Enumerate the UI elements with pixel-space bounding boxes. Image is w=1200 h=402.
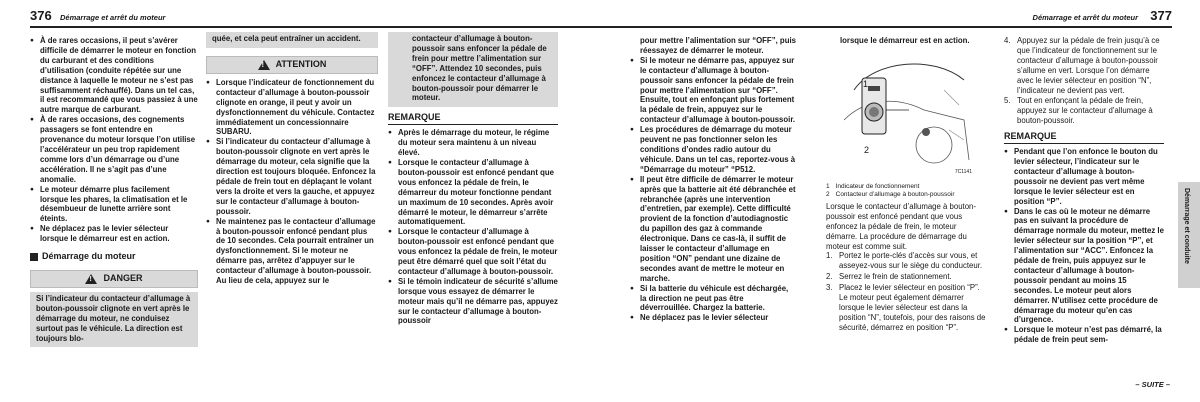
left-col-1 <box>30 36 198 347</box>
list-item: ● Lorsque le contacteur d’allumage à bouton-poussoir est enfoncé pendant que vous enfoncez la pédale de frein, le démarreur du moteur fonctionne pendant un maximum de 10 secondes. Après avoir démarré le moteur, le démarreur s’arrête automatiquement. <box>388 158 558 227</box>
list-item: ● Ne déplacez pas le levier sélecteur lorsque le démarreur est en action. <box>30 224 198 244</box>
right-col-2 <box>826 36 986 334</box>
list-item: ● Ne maintenez pas le contacteur d’allumage à bouton-poussoir enfoncé pendant plus de 10 secondes. Cela pourrait entraîner un dysfonctionnement. Si le moteur ne démarre pas, arrêtez d’appuyer sur le contacteur d’allumage à bouton-poussoir. Au lieu de cela, appuyez sur le <box>206 217 378 286</box>
step-number: 2. <box>826 272 833 282</box>
right-page <box>600 0 1200 402</box>
step-text: Placez le levier sélecteur en position “P”. Le moteur peut également démarrer lorsque le levier sélecteur est dans la position “N”, toutefois, pour des raisons de sécurité, démarrez en position “P”. <box>839 283 986 332</box>
step-text: Serrez le frein de stationnement. <box>839 272 952 282</box>
step-text: Appuyez sur la pédale de frein jusqu’à ce que l’indicateur de fonctionnement sur le contacteur d’allumage à bouton-poussoir s’allume en vert. Lorsque l’on démarre avec le levier sélecteur en position “N”, l’indicateur ne devient pas vert. <box>1017 36 1160 95</box>
step-item <box>1004 36 1164 95</box>
body-text: Lorsque le contacteur d’allumage à bouton-poussoir est enfoncé pendant que vous enfoncez la pédale de frein, le moteur démarre. La procédure de démarrage du moteur est comme suit. <box>826 201 976 251</box>
caption-number: 2 <box>826 190 830 198</box>
list-item: ● Si le témoin indicateur de sécurité s’allume lorsque vous essayez de démarrer le moteur mais qu’il ne démarre pas, appuyez sur le contacteur d’allumage à bouton-poussoir <box>388 277 558 327</box>
step-number: 5. <box>1004 96 1011 106</box>
step-text: Tout en enfonçant la pédale de frein, appuyez sur le contacteur d’allumage à bouton-poussoir. <box>1017 96 1153 126</box>
danger-text: Si l’indicateur du contacteur d’allumage à bouton-poussoir clignote en vert après le démarrage du moteur, ne conduisez surtout pas le véhicule. La direction est toujours blo- <box>30 292 198 348</box>
callout-2: 2 <box>864 144 870 155</box>
attention-label: ATTENTION <box>275 58 327 69</box>
section-title: Démarrage du moteur <box>30 252 198 262</box>
header-title: Démarrage et arrêt du moteur <box>1032 13 1138 22</box>
step-item <box>826 272 986 282</box>
step-number: 1. <box>826 251 833 261</box>
chapter-side-tab <box>1178 182 1200 288</box>
step-item <box>826 283 986 333</box>
attention-header <box>206 56 378 74</box>
cont-text: lorsque le démarreur est en action. <box>840 36 970 45</box>
list-item: ● Lorsque le contacteur d’allumage à bouton-poussoir est enfoncé pendant que vous enfoncez la pédale de frein, le moteur peut être démarré quel que soit l’état du contacteur d’allumage à bouton-poussoir. <box>388 227 558 277</box>
caption <box>826 191 986 199</box>
left-col-3 <box>388 36 558 326</box>
ignition-figure <box>834 50 974 180</box>
danger-label: DANGER <box>103 272 143 283</box>
list-item: ● Si l’indicateur du contacteur d’allumage à bouton-poussoir clignote en vert après le démarrage du moteur, cela signifie que la direction est toujours bloquée. Enfoncez la pédale de frein tout en déplaçant le volant vers la droite et vers la gauche, et appuyez sur le contacteur d’allumage à bouton-poussoir. <box>206 137 378 216</box>
list-item: ● Dans le cas où le moteur ne démarre pas en suivant la procédure de démarrage normale du moteur, mettez le levier sélecteur sur la position “P”, et l’alimentation sur “ACC”. Enfoncez la pédale de frein, puis appuyez sur le contacteur d’allumage à bouton-poussoir pendant au moins 15 secondes. Le moteur peut alors démarrer. N’utilisez cette procédure de démarrage du moteur qu’en cas d’urgence. <box>1004 207 1164 326</box>
caption-text: Contacteur d’allumage à bouton-poussoir <box>835 190 955 198</box>
caption <box>826 183 986 191</box>
figure-code: 7C1141 <box>954 168 972 175</box>
warning-triangle-icon: ! <box>258 60 270 70</box>
chapter-tab-label: Démarrage et conduite <box>1183 188 1190 264</box>
remarque-heading: REMARQUE <box>388 113 558 125</box>
step-item <box>1004 96 1164 126</box>
list-item: ● Le moteur démarre plus facilement lorsque les phares, la climatisation et le désembueur de lunette arrière sont éteints. <box>30 185 198 225</box>
step-number: 4. <box>1004 36 1011 45</box>
warning-triangle-icon: ! <box>85 274 97 284</box>
list-item: ● Pendant que l’on enfonce le bouton du levier sélecteur, l’indicateur sur le contacteur d’allumage à bouton-poussoir ne devient pas vert même lorsque le levier sélecteur est en position “P”. <box>1004 147 1164 206</box>
step-number: 3. <box>826 283 833 293</box>
page-number: 376 <box>30 8 52 23</box>
right-col-3 <box>1004 36 1164 345</box>
list-item: ● Si la batterie du véhicule est déchargée, la direction ne peut pas être déverrouillée. Chargez la batterie. <box>630 284 796 314</box>
step-text: Portez le porte-clés d’accès sur vous, et asseyez-vous sur le siège du conducteur. <box>839 251 983 271</box>
list-item: ● Après le démarrage du moteur, le régime du moteur sera maintenu à un niveau élevé. <box>388 128 558 158</box>
continued-label: – SUITE – <box>1135 380 1170 389</box>
caption-text: Indicateur de fonctionnement <box>835 182 920 190</box>
right-header <box>600 4 1172 28</box>
list-item: ● Lorsque le moteur n’est pas démarré, la pédale de frein peut sem- <box>1004 325 1164 345</box>
list-item: ● Ne déplacez pas le levier sélecteur <box>630 313 796 323</box>
step-item <box>826 251 986 271</box>
left-col-2 <box>206 36 378 286</box>
danger-text-cont: quée, et cela peut entraîner un accident. <box>206 32 378 48</box>
cont-text: pour mettre l’alimentation sur “OFF”, puis réessayez de démarrer le moteur. <box>640 36 796 55</box>
right-col-1 <box>630 36 796 323</box>
page-number: 377 <box>1150 8 1172 23</box>
left-header <box>30 4 600 28</box>
danger-header <box>30 270 198 288</box>
remarque-heading: REMARQUE <box>1004 132 1164 144</box>
list-item: ● Si le moteur ne démarre pas, appuyez sur le contacteur d’allumage à bouton-poussoir sans enfoncer la pédale de frein pour mettre l’alimentation sur “OFF”. Ensuite, tout en enfonçant plus fortement la pédale de frein, appuyez sur le contacteur d’allumage à bouton-poussoir. <box>630 56 796 125</box>
list-item: ● Lorsque l’indicateur de fonctionnement du contacteur d’allumage à bouton-poussoir clignote en orange, il peut y avoir un dysfonctionnement du véhicule. Contactez immédiatement un concessionnaire SUBARU. <box>206 78 378 137</box>
ignition-illustration <box>834 50 974 180</box>
list-item: ● À de rares occasions, il peut s’avérer difficile de démarrer le moteur en fonction du carburant et des conditions d’utilisation (conduite répétée sur une distance à laquelle le moteur ne s’est pas suffisamment réchauffé). Dans un tel cas, il est recommandé que vous passiez à une autre marque de carburant. <box>30 36 198 115</box>
list-item: ● Il peut être difficile de démarrer le moteur après que la batterie ait été débranchée et rebranchée (après une intervention d’entretien, par exemple). Cette difficulté provient de la fonction d’autodiagnostic du papillon des gaz à commande électronique. Dans ce cas-là, il suffit de laisser le contacteur d’allumage en position “ON” pendant une dizaine de secondes avant de mettre le moteur en marche. <box>630 175 796 284</box>
header-title: Démarrage et arrêt du moteur <box>60 13 166 22</box>
callout-1: 1 <box>863 78 869 89</box>
attention-text-cont: contacteur d’allumage à bouton-poussoir sans enfoncer la pédale de frein pour mettre l’alimentation sur “OFF”. Attendez 10 secondes, puis enfoncez le contacteur d’allumage à bouton-poussoir pour démarrer le moteur. <box>388 32 558 107</box>
list-item: ● À de rares occasions, des cognements passagers se font entendre en provenance du moteur lorsque l’on utilise l’accélérateur un peu trop rapidement comme lors d’un démarrage ou d’une accélération. Il ne s’agit pas d’une anomalie. <box>30 115 198 184</box>
list-item: ● Les procédures de démarrage du moteur peuvent ne pas fonctionner selon les conditions d’ondes radio autour du véhicule. Dans un tel cas, reportez-vous à “Démarrage du moteur” “P512. <box>630 125 796 175</box>
caption-number: 1 <box>826 182 830 190</box>
